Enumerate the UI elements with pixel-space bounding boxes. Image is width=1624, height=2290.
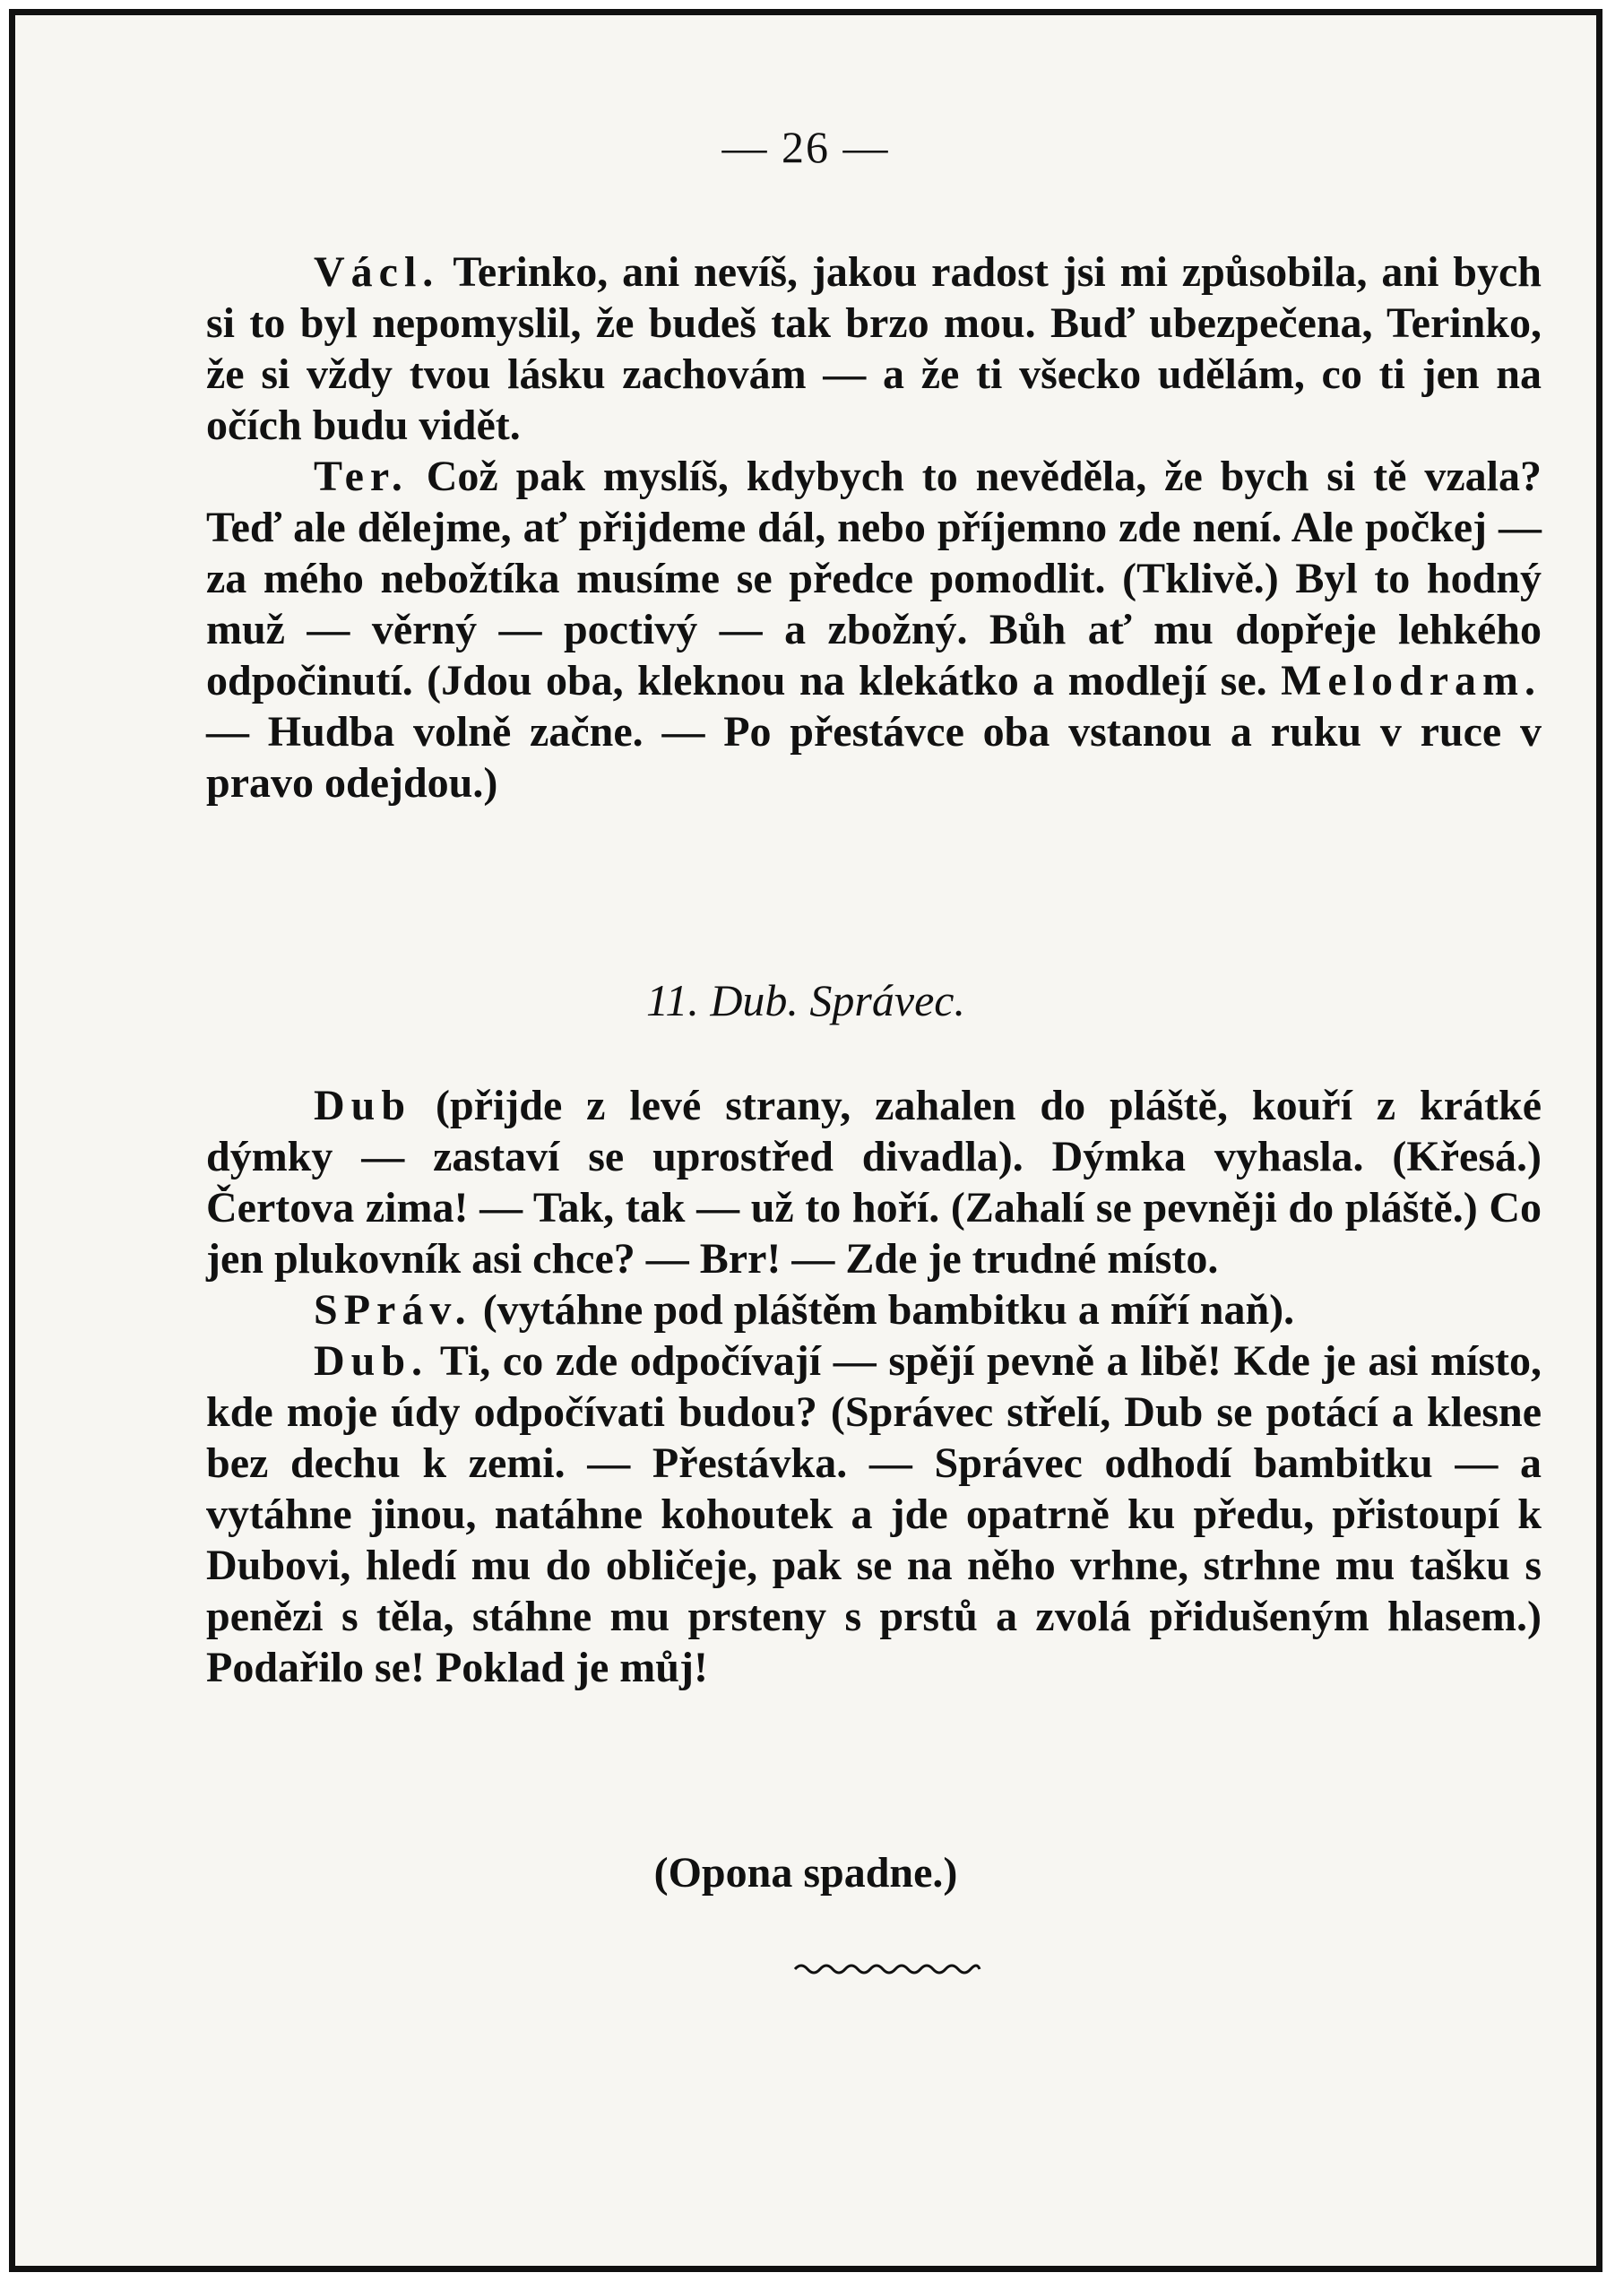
dialogue-text: — Hudba volně začne. — Po přestávce oba vstanou a ruku v ruce v pravo odejdou.) (206, 708, 1542, 807)
stage-direction-curtain: (Opona spadne.) (653, 1849, 958, 1897)
dialogue-block-1 (206, 246, 1542, 808)
speaker-name: Dub (314, 1082, 412, 1129)
speaker-name: Václ. (314, 248, 440, 296)
dialogue-paragraph (206, 451, 1542, 808)
page-number: — 26 — (721, 122, 890, 172)
dialogue-text: (přijde z levé strany, zahalen do pláště, kouří z krátké dýmky — zastaví se uprostřed divadla). Dýmka vyhasla. (Křesá.) Čertova zima! — Tak, tak — už to hoří. (Zahalí se pevněji do pláště.) Co jen plukovník asi chce? — Brr! — Zde je trudné místo. (206, 1082, 1542, 1283)
speaker-name: Dub. (314, 1337, 429, 1385)
speaker-name: Ter. (314, 453, 409, 500)
dialogue-text: (vytáhne pod pláštěm bambitku a míří naň). (471, 1286, 1295, 1334)
dialogue-paragraph (206, 246, 1542, 451)
book-page (9, 9, 1602, 2272)
dialogue-text: Což pak myslíš, kdybych to nevěděla, že bych si tě vzala? Teď ale dělejme, ať přijdeme dál, nebo příjemno zde není. Ale počkej — za mého nebožtíka musíme se předce pomodlit. (Tklivě.) Byl to hodný muž — věrný — poctivý — a zbožný. Bůh ať mu dopřeje lehkého odpočinutí. (Jdou oba, kleknou na klekátko a modlejí se. (206, 453, 1542, 704)
dialogue-paragraph (206, 1080, 1542, 1284)
dialogue-text: Ti, co zde odpočívají — spějí pevně a libě! Kde je asi místo, kde moje údy odpočívati budou? (Správec střelí, Dub se potácí a klesne bez dechu k zemi. — Přestávka. — Správec odhodí bambitku — a vytáhne jinou, natáhne kohoutek a jde opatrně ku předu, přistoupí k Dubovi, hledí mu do obličeje, pak se na něho vrhne, strhne mu tašku s penězi s těla, stáhne mu prsteny s prstů a zvolá přidušeným hlasem.) Podařilo se! Poklad je můj! (206, 1337, 1542, 1691)
speaker-name-prefix: S (314, 1286, 344, 1334)
dialogue-block-2 (206, 1080, 1542, 1693)
dialogue-text: Terinko, ani nevíš, jakou radost jsi mi způsobila, ani bych si to byl nepomyslil, že budeš tak brzo mou. Buď ubezpečena, Terinko, že si vždy tvou lásku zachovám — a že ti všecko udělám, co ti jen na očích budu vidět. (206, 248, 1542, 449)
dialogue-paragraph (206, 1335, 1542, 1693)
scene-heading: 11. Dub. Správec. (646, 975, 965, 1025)
stage-term: Melodram. (1281, 657, 1542, 704)
dialogue-paragraph (206, 1284, 1542, 1335)
wavy-rule-ornament (793, 1960, 981, 1978)
speaker-name: Práv. (343, 1286, 472, 1334)
